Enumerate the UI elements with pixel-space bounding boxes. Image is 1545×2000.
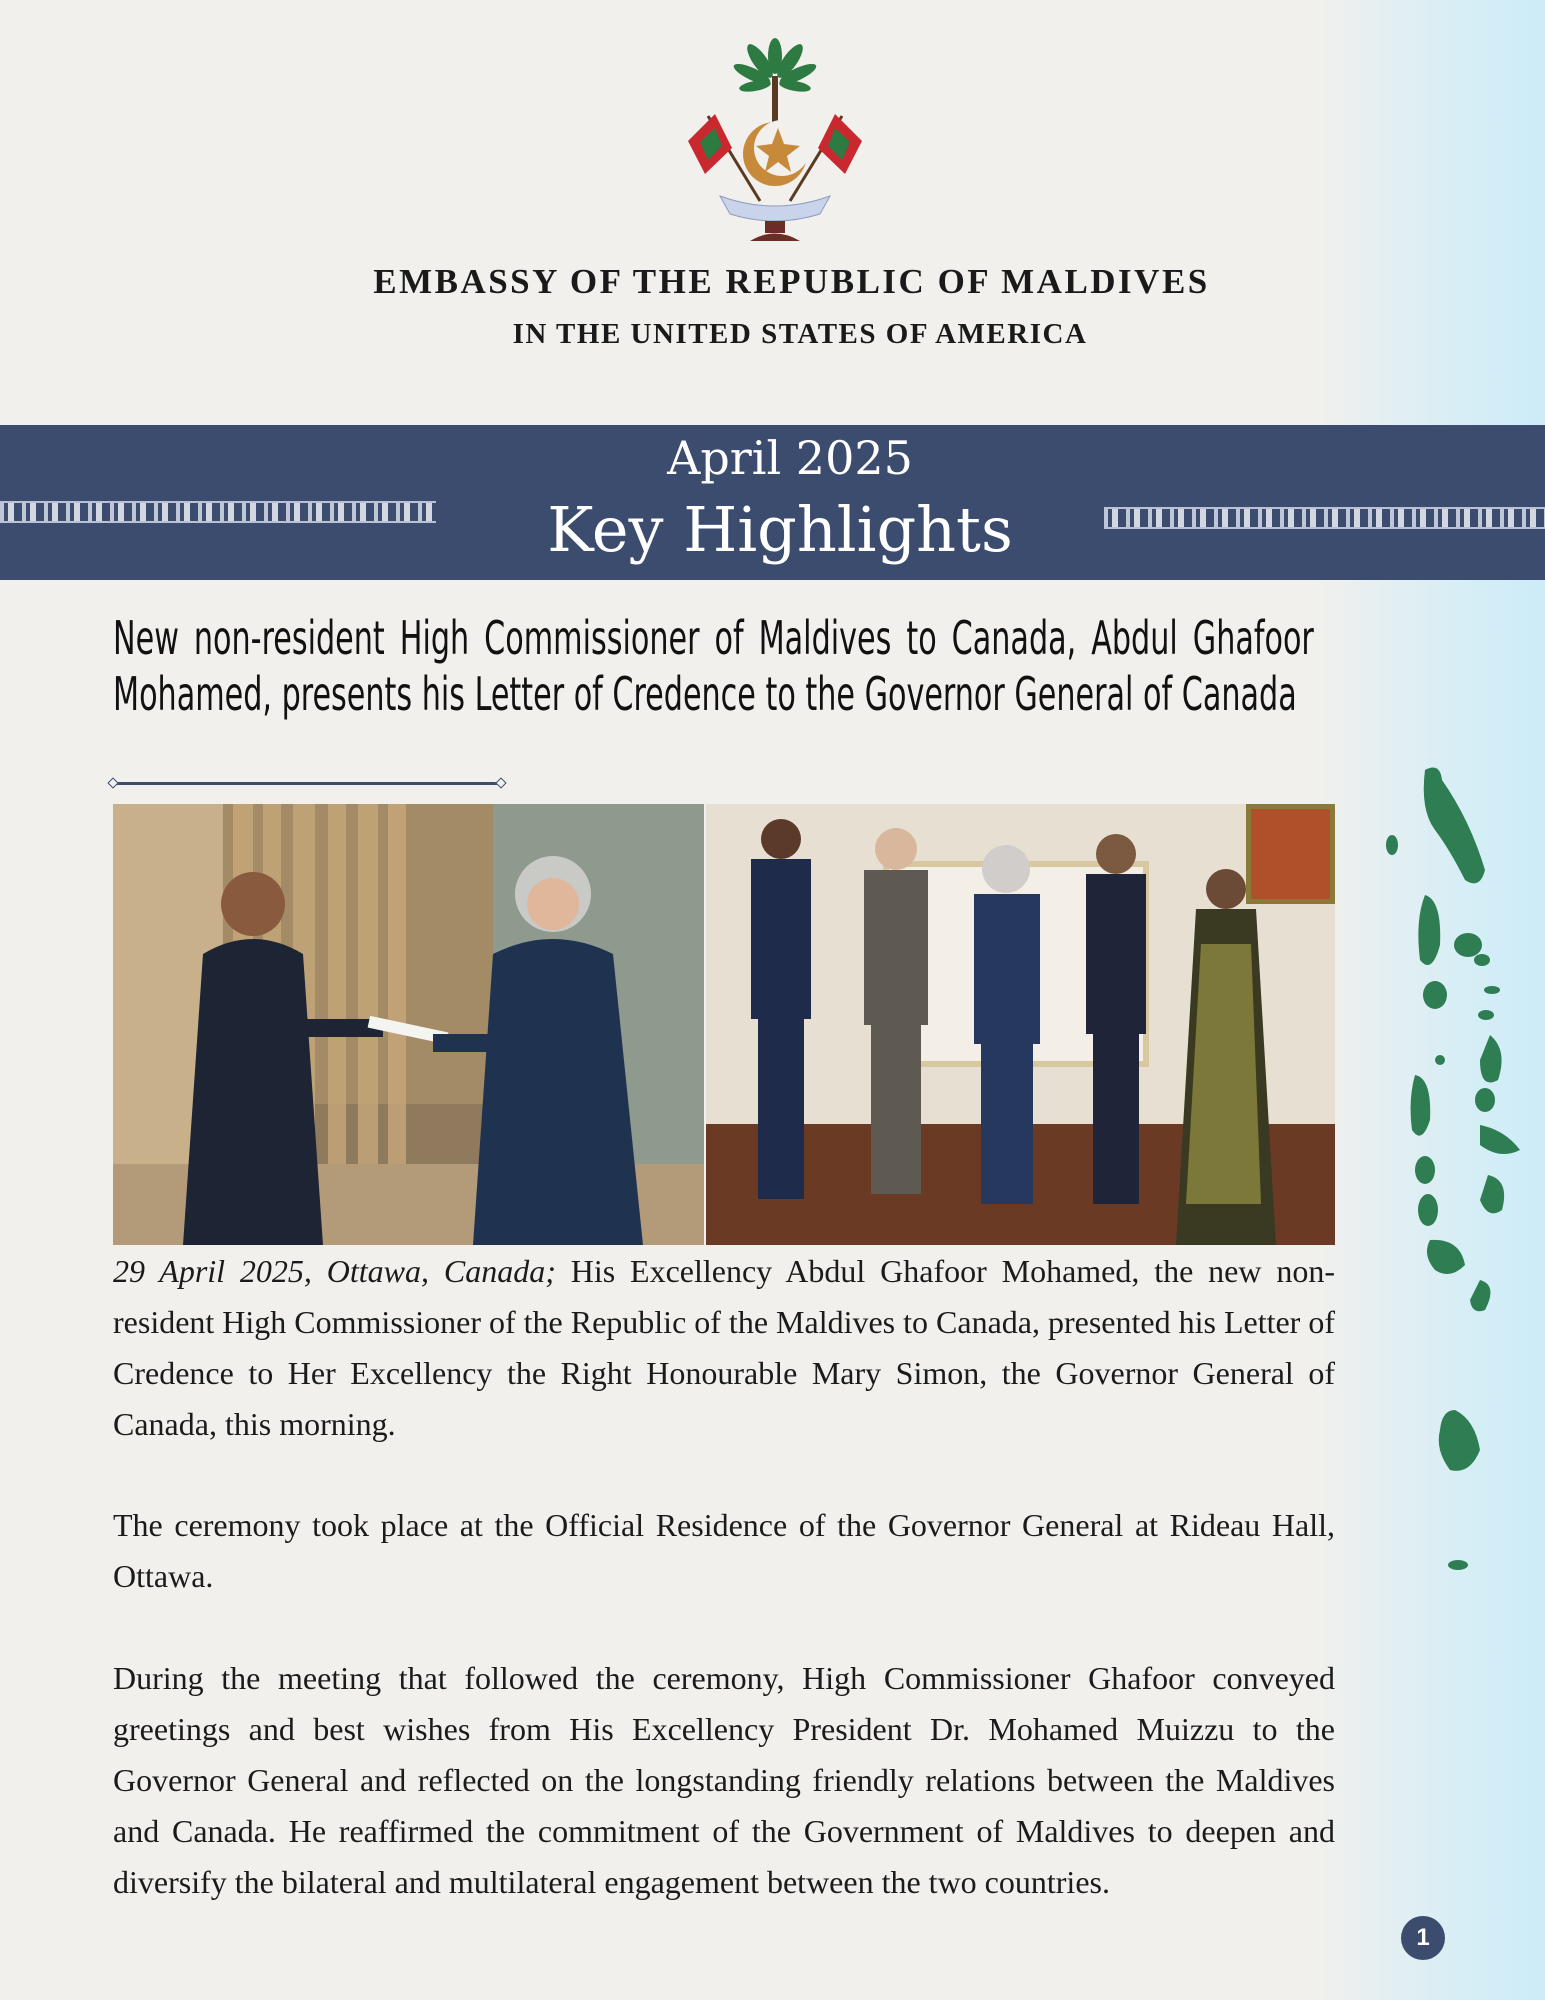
dateline: 29 April 2025, Ottawa, Canada; [113, 1253, 556, 1289]
group-photo [706, 804, 1335, 1245]
maldives-emblem-icon [680, 36, 870, 246]
article-headline: New non-resident High Commissioner of Maldives to Canada, Abdul Ghafoor Mohamed, presents his Letter of Credence to the Governor General of Canada [113, 611, 1314, 721]
maldives-map-icon [1380, 760, 1530, 1590]
banner-title: Key Highlights [547, 493, 1013, 566]
paragraph-3: During the meeting that followed the ceremony, High Commissioner Ghafoor conveyed greetings and best wishes from His Excellency President Dr. Mohamed Muizzu to the Governor General and reflected on the longstanding friendly relations between the Maldives and Canada. He reaffirmed the commitment of the Government of Maldives to deepen and diversify the bilateral and multilateral engagement between the two countries. [113, 1660, 1335, 1900]
embassy-title: EMBASSY OF THE REPUBLIC OF MALDIVES [373, 262, 1210, 301]
highlights-banner [0, 425, 1545, 580]
banner-month: April 2025 [667, 431, 913, 485]
paragraph-1 [113, 1246, 1335, 1450]
credentials-presentation-photo [113, 804, 704, 1245]
paragraph-1-text: His Excellency Abdul Ghafoor Mohamed, the new non-resident High Commissioner of the Republic of the Maldives to Canada, presented his Letter of Credence to Her Excellency the Right Honourable Mary Simon, the Governor General of Canada, this morning. [113, 1253, 1336, 1442]
page-number-badge: 1 [1401, 1916, 1445, 1960]
paragraph-2: The ceremony took place at the Official Residence of the Governor General at Rideau Hall, Ottawa. [113, 1507, 1335, 1594]
headline-underline [113, 782, 501, 785]
embassy-subtitle: IN THE UNITED STATES OF AMERICA [512, 318, 1088, 350]
